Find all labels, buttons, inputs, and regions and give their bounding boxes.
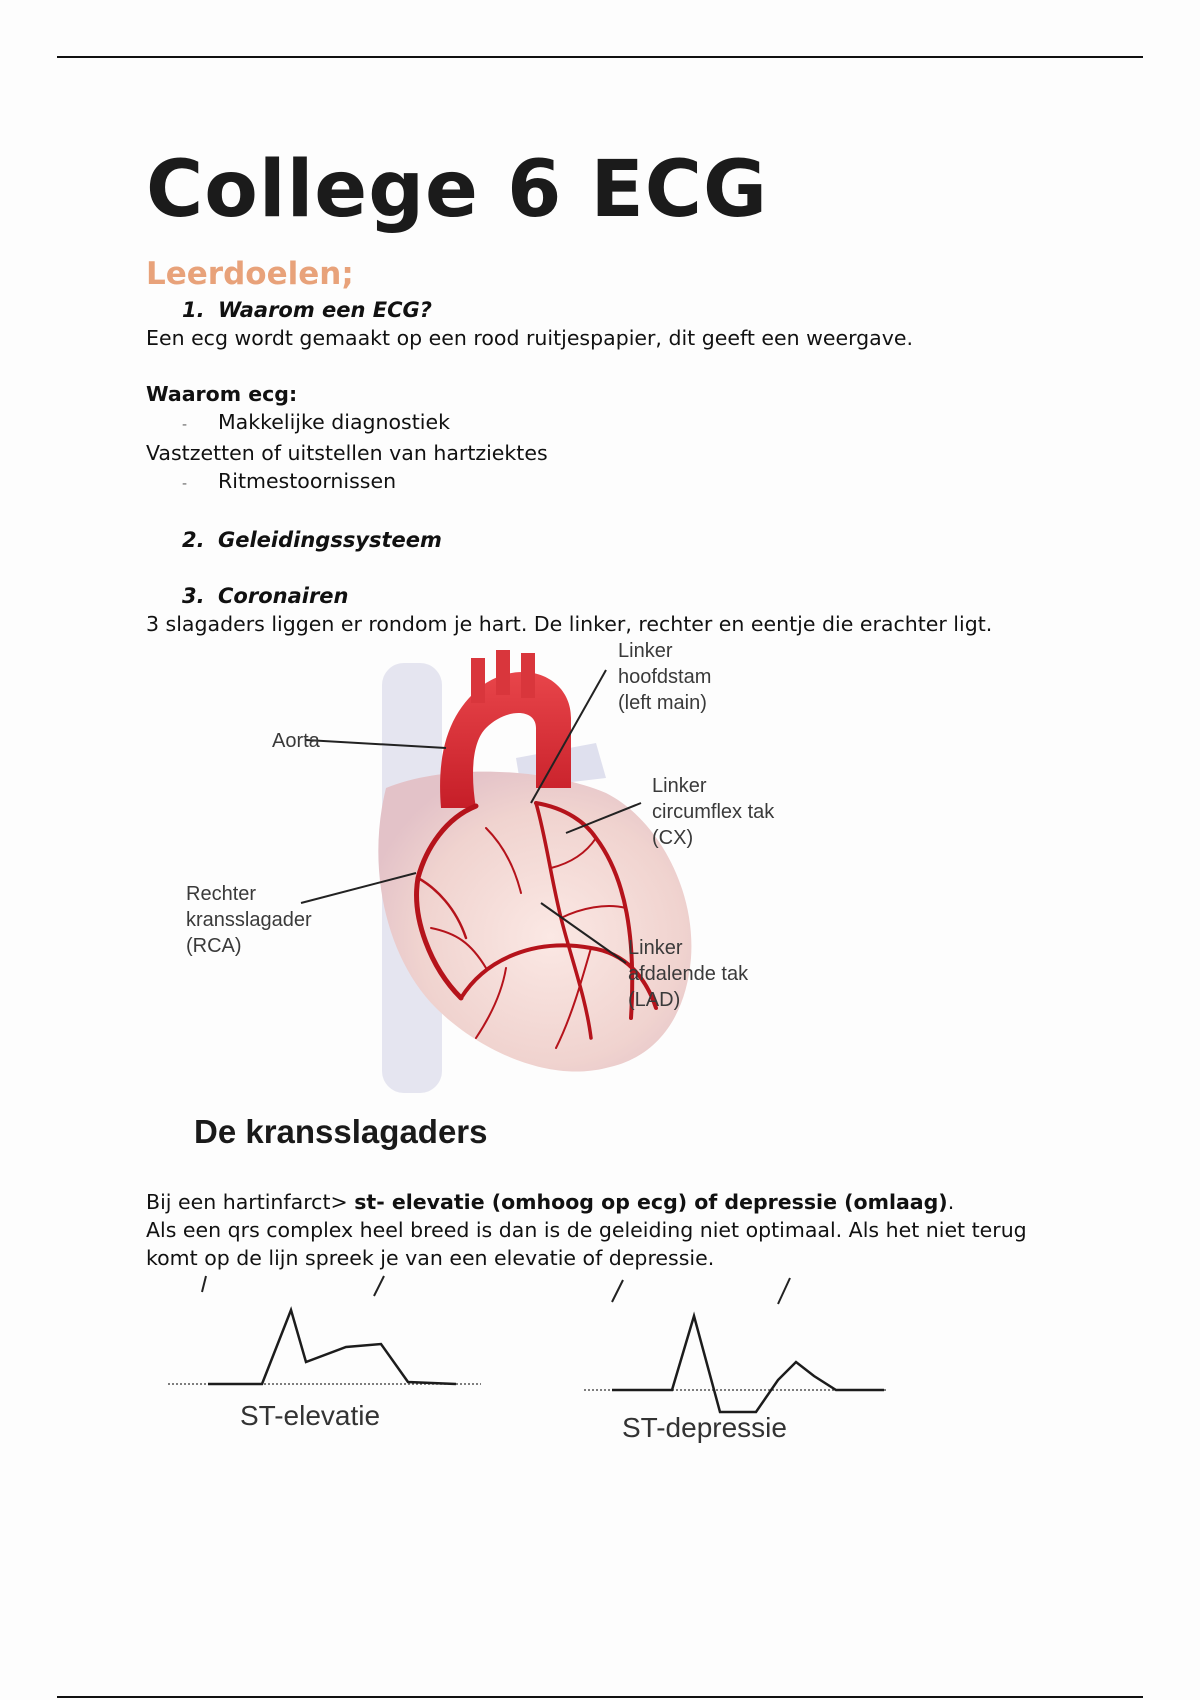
goal-2-number: 2.	[182, 528, 205, 552]
infarct-suffix: .	[947, 1190, 955, 1214]
coronary-text: 3 slagaders liggen er rondom je hart. De linker, rechter en eentje die erachter ligt.	[146, 612, 993, 636]
goal-3-label: Coronairen	[218, 584, 349, 608]
document-body	[146, 140, 1106, 1467]
st-segment-illustration	[146, 1272, 1046, 1467]
goal-2-label: Geleidingssysteem	[218, 528, 442, 552]
st-depression-trace	[612, 1316, 884, 1412]
infarct-bold: st- elevatie (omhoog op ecg) of depressie (omlaag)	[354, 1190, 948, 1214]
bullet-text: Ritmestoornissen	[218, 469, 397, 493]
st-elevation-trace	[208, 1310, 456, 1384]
goal-1-number: 1.	[182, 298, 205, 322]
label-st-depression: ST-depressie	[622, 1412, 787, 1443]
qrs-text: Als een qrs complex heel breed is dan is de geleiding niet optimaal. Als het niet terug komt op de lijn spreek je van een elevatie of depressie.	[146, 1218, 1027, 1270]
label-st-elevation: ST-elevatie	[240, 1400, 381, 1431]
goal-1-label: Waarom een ECG?	[218, 298, 432, 322]
bullet-item: - Makkelijke diagnostiek	[182, 410, 450, 434]
bullet-text: Makkelijke diagnostiek	[218, 410, 450, 434]
goal-1	[146, 296, 1106, 324]
heart-illustration	[186, 638, 866, 1108]
heart-diagram	[186, 638, 866, 1108]
label-rca: Rechter kransslagader (RCA)	[186, 883, 312, 957]
bottom-rule	[57, 1696, 1143, 1698]
infarct-text	[146, 1188, 1106, 1216]
tick-mark	[778, 1278, 790, 1304]
why-title: Waarom ecg:	[146, 382, 298, 406]
tick-mark	[374, 1276, 384, 1296]
bullet-item: - Ritmestoornissen	[182, 469, 397, 493]
top-rule	[57, 56, 1143, 58]
goal-2	[146, 526, 1106, 554]
tick-mark	[202, 1276, 206, 1292]
st-segment-figure	[146, 1272, 1046, 1467]
goal-3	[146, 582, 1106, 610]
intro-text: Een ecg wordt gemaakt op een rood ruitjespapier, dit geeft een weergave.	[146, 326, 914, 350]
page-title: College 6 ECG	[146, 145, 769, 235]
why-line: Vastzetten of uitstellen van hartziektes	[146, 441, 548, 465]
infarct-prefix: Bij een hartinfarct>	[146, 1190, 355, 1214]
label-lad: Linker afdalende tak (LAD)	[628, 937, 749, 1011]
tick-mark	[612, 1280, 623, 1302]
section-heading: Leerdoelen;	[146, 256, 354, 292]
goal-3-number: 3.	[182, 584, 205, 608]
label-left-main: Linker hoofdstam (left main)	[618, 640, 712, 714]
label-circumflex: Linker circumflex tak (CX)	[652, 775, 775, 849]
label-aorta: Aorta	[272, 730, 320, 752]
figure-title: De kransslagaders	[194, 1113, 488, 1150]
